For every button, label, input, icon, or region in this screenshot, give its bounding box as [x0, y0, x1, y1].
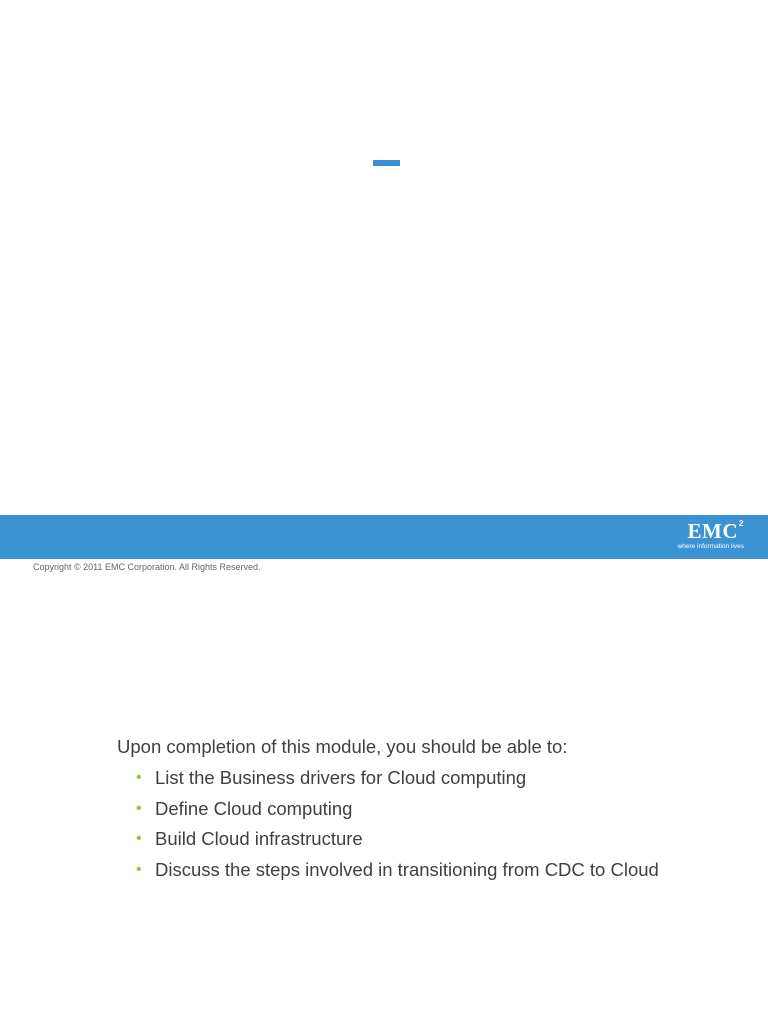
logo-superscript: 2	[739, 519, 744, 528]
logo-name: EMC	[687, 519, 738, 543]
bullet-icon: •	[136, 769, 142, 786]
copyright-notice: Copyright © 2011 EMC Corporation. All Rights Reserved.	[33, 562, 261, 572]
title-accent-dash	[373, 160, 400, 166]
logo-tagline: where information lives	[677, 543, 744, 550]
emc-logo	[677, 519, 744, 551]
bullet-icon: •	[136, 799, 142, 817]
list-item: • Build Cloud infrastructure	[136, 828, 363, 849]
bullet-icon: •	[136, 860, 142, 878]
objectives-intro: Upon completion of this module, you should be able to:	[117, 736, 568, 757]
list-item: • List the Business drivers for Cloud computing	[136, 767, 527, 788]
list-item: • Discuss the steps involved in transitioning from CDC to Cloud	[136, 858, 659, 880]
objectives-section	[117, 735, 659, 888]
footer-band	[0, 515, 768, 559]
bullet-icon: •	[136, 830, 142, 847]
objectives-list	[117, 766, 659, 881]
list-item: • Define Cloud computing	[136, 797, 353, 819]
